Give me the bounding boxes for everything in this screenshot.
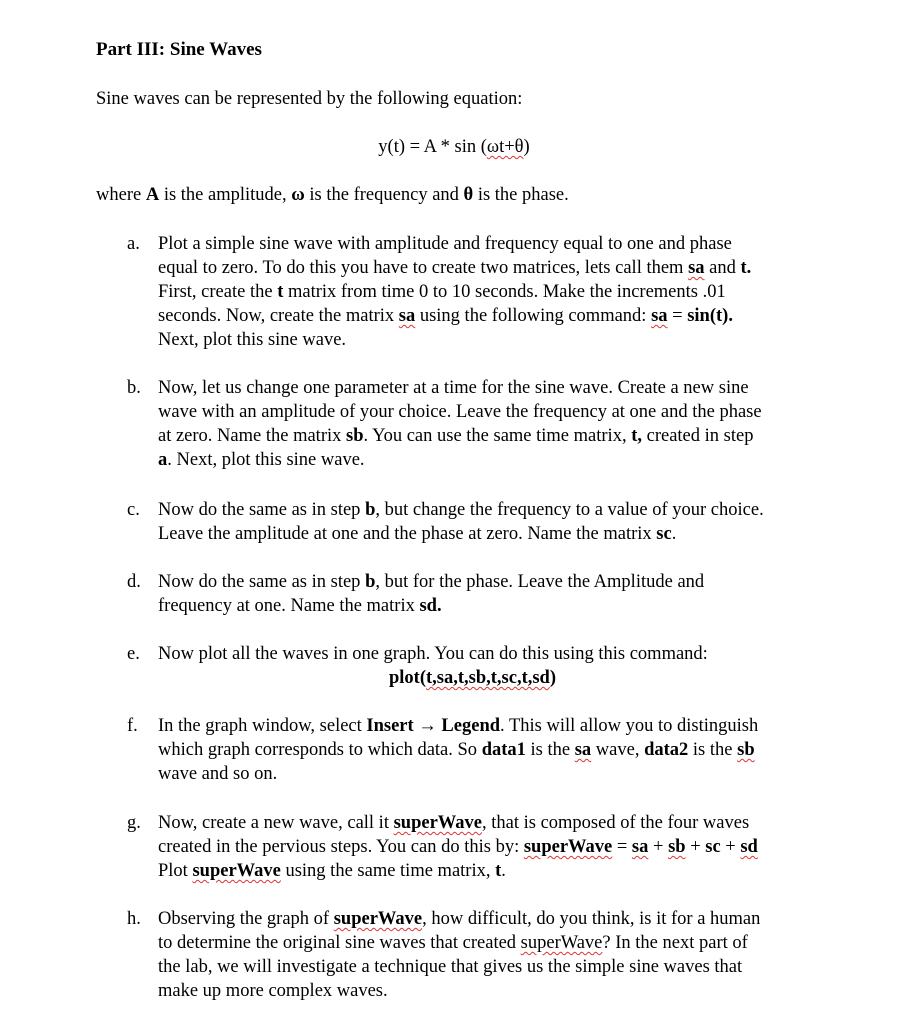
step-c-line-1: Now do the same as in step b, but change the frequency to a value of your choice.: [158, 500, 764, 520]
variable-definitions: [96, 183, 569, 207]
step-f-line-3: wave and so on.: [158, 764, 278, 784]
plot-command: plot(t,sa,t,sb,t,sc,t,sd): [388, 668, 557, 688]
frequency-symbol: ω: [291, 185, 305, 205]
step-letter: e.: [127, 644, 140, 664]
amplitude-symbol: A: [145, 185, 160, 205]
step-h-line-2: to determine the original sine waves that created superWave? In the next part of: [158, 933, 748, 953]
step-letter: d.: [127, 572, 141, 592]
intro-text: Sine waves can be represented by the following equation:: [96, 89, 523, 109]
insert-legend-menu-path: Insert → Legend: [366, 716, 501, 736]
step-d-line-2: frequency at one. Name the matrix sd.: [158, 596, 442, 616]
step-a-line-2: equal to zero. To do this you have to create two matrices, lets call them sa and t.: [158, 258, 752, 278]
step-letter: g.: [127, 813, 141, 833]
step-g-line-3: Plot superWave using the same time matrix, t.: [158, 861, 506, 881]
step-c: [127, 498, 867, 546]
step-g: [127, 811, 867, 883]
step-a-line-3: First, create the t matrix from time 0 to 10 seconds. Make the increments .01: [158, 282, 726, 302]
equation-prefix: y(t) = A * sin (: [378, 137, 487, 157]
step-f-line-1: In the graph window, select Insert → Legend. This will allow you to distinguish: [158, 716, 759, 736]
sine-equation: [0, 135, 908, 159]
step-g-line-1: Now, create a new wave, call it superWave, that is composed of the four waves: [158, 813, 750, 833]
step-letter: c.: [127, 500, 140, 520]
step-b-line-1: Now, let us change one parameter at a time for the sine wave. Create a new sine: [158, 378, 749, 398]
step-a-line-4: seconds. Now, create the matrix sa using the following command: sa = sin(t).: [158, 306, 733, 326]
step-letter: h.: [127, 909, 141, 929]
step-h-line-4: make up more complex waves.: [158, 981, 388, 1001]
step-d: [127, 570, 867, 618]
step-h-line-3: the lab, we will investigate a technique that gives us the simple sine waves that: [158, 957, 743, 977]
step-b: [127, 376, 867, 472]
step-c-line-2: Leave the amplitude at one and the phase at zero. Name the matrix sc.: [158, 524, 677, 544]
step-d-line-1: Now do the same as in step b, but for the phase. Leave the Amplitude and: [158, 572, 705, 592]
step-e-line-1: Now plot all the waves in one graph. You can do this using this command:: [158, 644, 708, 664]
equation-suffix: ): [523, 137, 530, 157]
step-e: [127, 642, 867, 690]
where-text: where: [96, 185, 146, 205]
step-h-line-1: Observing the graph of superWave, how difficult, do you think, is it for a human: [158, 909, 761, 929]
step-b-line-2: wave with an amplitude of your choice. Leave the frequency at one and the phase: [158, 402, 762, 422]
step-f: [127, 714, 867, 786]
step-h: [127, 907, 867, 1003]
page-title: Part III: Sine Waves: [96, 39, 262, 60]
step-b-line-3: at zero. Name the matrix sb. You can use the same time matrix, t, created in step: [158, 426, 754, 446]
step-a-line-1: Plot a simple sine wave with amplitude and frequency equal to one and phase: [158, 234, 732, 254]
step-letter: f.: [127, 716, 138, 736]
where-text: is the amplitude,: [159, 185, 292, 205]
step-a: [127, 232, 867, 352]
where-text: is the phase.: [473, 185, 569, 205]
step-a-line-5: Next, plot this sine wave.: [158, 330, 347, 350]
step-f-line-2: which graph corresponds to which data. So data1 is the sa wave, data2 is the sb: [158, 740, 755, 760]
phase-symbol: θ: [463, 185, 474, 205]
step-g-line-2: created in the pervious steps. You can do this by: superWave = sa + sb + sc + sd: [158, 837, 758, 857]
step-b-line-4: a. Next, plot this sine wave.: [158, 450, 365, 470]
equation-argument: ωt+θ: [486, 137, 524, 157]
step-letter: a.: [127, 234, 140, 254]
where-text: is the frequency and: [304, 185, 464, 205]
step-letter: b.: [127, 378, 141, 398]
